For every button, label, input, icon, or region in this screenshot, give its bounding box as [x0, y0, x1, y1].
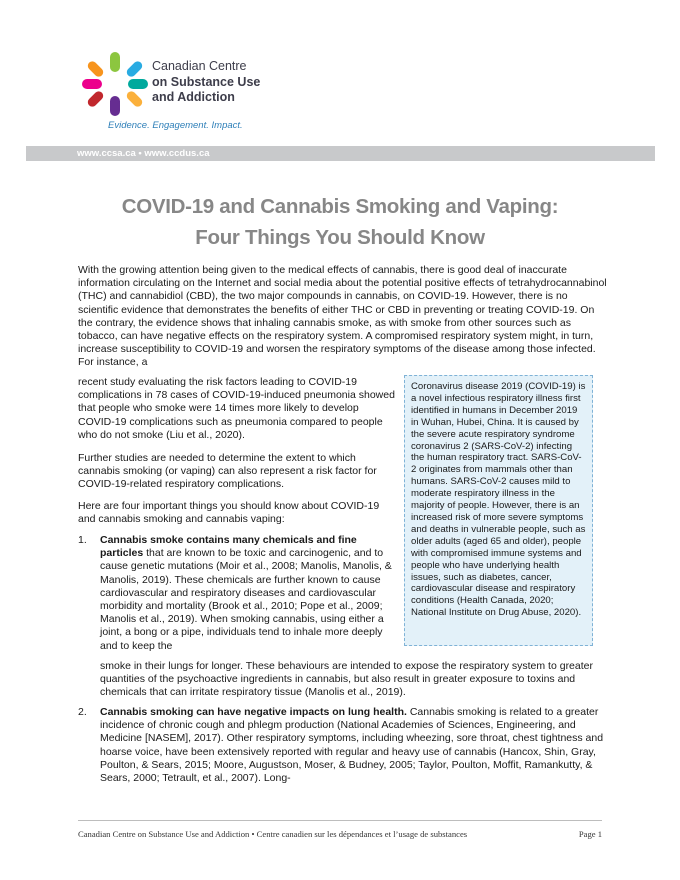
further-studies-paragraph: Further studies are needed to determine the extent to which cannabis smoking (or vaping) can also represent a risk factor for COVID-19-related respiratory complications. — [78, 452, 377, 491]
list-item-1-text-top — [100, 534, 398, 653]
logo-petals — [82, 52, 148, 116]
list-item-1-body-a: that are known to be toxic and carcinogenic, and to cause genetic mutations (Moir et al., 2008; Manolis, Manolis, & Manolis, 2019). These chemicals are further known to cause cardiovascular and respiratory diseases and cardiovascular morbidity and mortality (Brook et al., 2010; Pope et al., 2009; Manolis et al., 2019). When smoking cannabis, using either a joint, a bong or a pipe, individuals tend to inhale more deeply and to keep the — [100, 547, 392, 652]
website-links[interactable]: www.ccsa.ca • www.ccdus.ca — [77, 148, 210, 159]
url-bar — [26, 146, 655, 161]
org-name-line-2: on Substance Use — [152, 74, 261, 89]
list-item-2-text — [100, 706, 610, 785]
covid-info-sidebar — [404, 375, 593, 646]
footer-text: Canadian Centre on Substance Use and Addiction • Centre canadien sur les dépendances et l’usage de substances — [78, 829, 468, 839]
ccsa-logo — [80, 50, 150, 118]
list-item-1-lead: Cannabis smoke contains many chemicals and fine particles — [100, 534, 357, 560]
sidebar-text: Coronavirus disease 2019 (COVID-19) is a novel infectious respiratory illness first identified in humans in December 2019 in Wuhan, Hubei, China. It is caused by the severe acute respiratory syndrome coronavirus 2 (SARS-CoV-2) infecting the human respiratory tract. SARS-CoV-2 originates from mammals other than humans. SARS-CoV-2 causes mild to moderate respiratory illness in the majority of people. However, there is an increased risk of more severe symptoms and deaths in vulnerable people, such as older adults (aged 65 and older), people with compromised immune systems and people who have underlying health issues, such as diabetes, cancer, cardiovascular disease and respiratory conditions (Health Canada, 2020; National Institute on Drug Abuse, 2020). — [411, 381, 586, 619]
footer — [78, 829, 602, 839]
tagline: Evidence. Engagement. Impact. — [108, 120, 243, 131]
list-item-1-body-b: smoke in their lungs for longer. These behaviours are intended to expose the respiratory system to greater quantities of the psychoactive ingredients in cannabis, but also result in greater exposure to toxins and chemicals that can irritate respiratory tissue (Manolis et al., 2019). — [100, 660, 593, 699]
org-name-line-3: and Addiction — [152, 90, 235, 104]
document-title-line-2: Four Things You Should Know — [195, 226, 485, 249]
list-item-2-lead: Cannabis smoking can have negative impacts on lung health. — [100, 706, 407, 718]
list-number-1: 1. — [78, 534, 87, 546]
four-things-paragraph: Here are four important things you should know about COVID-19 and cannabis smoking and cannabis vaping: — [78, 500, 380, 526]
document-title-line-1: COVID-19 and Cannabis Smoking and Vaping: — [121, 195, 559, 218]
page-number: Page 1 — [578, 829, 602, 839]
org-name-line-1: Canadian Centre — [152, 59, 247, 73]
intro-paragraph: With the growing attention being given to the medical effects of cannabis, there is good deal of inaccurate information circulating on the Internet and social media about the potential positive effects of tetrahydrocannabinol (THC) and cannabidiol (CBD), the two major compounds in cannabis, on COVID-19. However, there is no scientific evidence that demonstrates the benefits of either THC or CBD in preventing or treating COVID-19. On the contrary, the evidence shows that inhaling cannabis smoke, as with smoke from other sources such as tobacco, can have negative effects on the respiratory system. A compromised respiratory system might, in turn, increase susceptibility to COVID-19 and worsen the respiratory symptoms of the disease among those infected. For instance, a — [78, 264, 607, 369]
study-paragraph: recent study evaluating the risk factors leading to COVID-19 complications in 78 cases of COVID-19-induced pneumonia showed that people who smoke were 14 times more likely to develop COVID-19 complications such as pneumonia compared to people who do not smoke (Liu et al., 2020). — [78, 376, 395, 441]
list-item-2-body: Cannabis smoking is related to a greater incidence of chronic cough and phlegm production (National Academies of Sciences, Engineering, and Medicine [NASEM], 2017). Other respiratory symptoms, including wheezing, sore throat, chest tightness and hoarse voice, have been extensively reported with regular and heavy use of cannabis (Hancox, Shin, Gray, Poulton, & Sears, 2015; Moore, Augustson, Moser, & Budney, 2005; Taylor, Poulton, Moffit, Ramankutty, & Sears, 2000; Tetrault, et al., 2007). Long- — [100, 706, 604, 785]
list-number-2: 2. — [78, 706, 87, 718]
organization-name — [152, 59, 260, 106]
footer-divider — [78, 820, 602, 821]
